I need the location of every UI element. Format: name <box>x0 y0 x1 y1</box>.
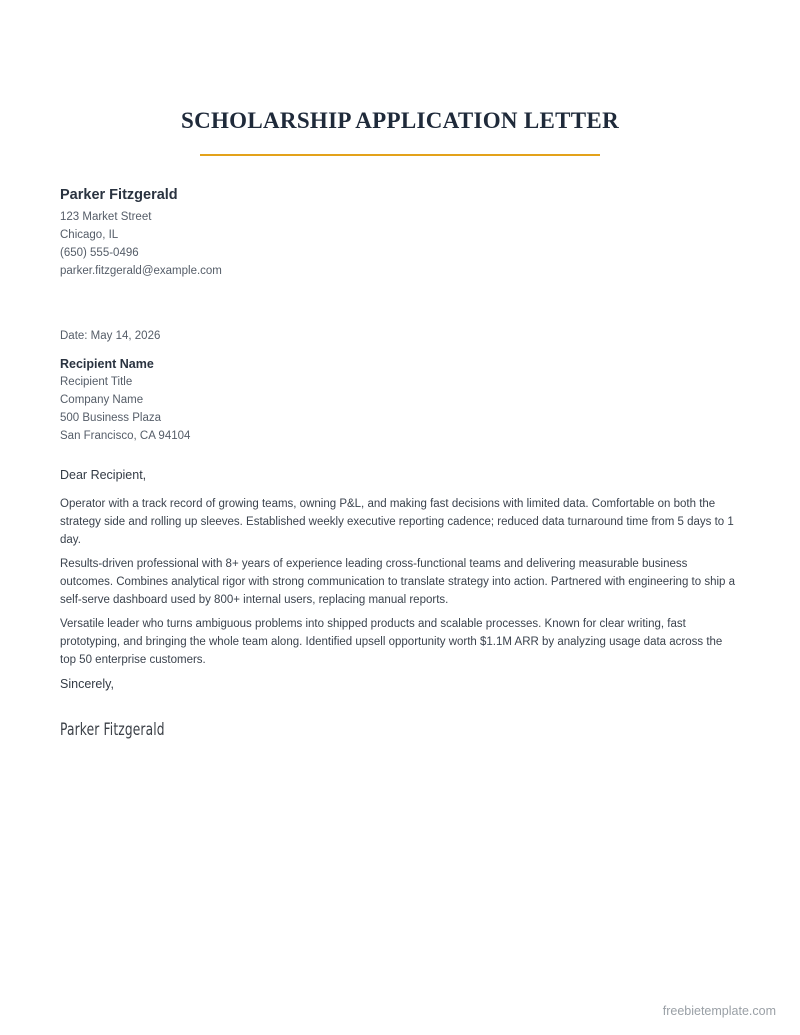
footer-watermark: freebietemplate.com <box>662 1004 776 1018</box>
sender-name: Parker Fitzgerald <box>60 187 178 203</box>
salutation: Dear Recipient, <box>60 468 147 482</box>
closing: Sincerely, <box>60 677 114 691</box>
sender-phone: (650) 555-0496 <box>60 247 139 259</box>
letter-date: Date: May 14, 2026 <box>60 330 161 342</box>
recipient-company: Company Name <box>60 394 144 406</box>
body-paragraph: Results-driven professional with 8+ years of experience leading cross-functional teams and delivering measurable business outcomes. Combines analytical rigor with strong communication to translate strategy into action. Partnered with engineering to ship a self-serve dashboard used by 800+ internal users, replacing manual reports. <box>60 558 736 606</box>
letter-body <box>60 495 740 693</box>
recipient-name: Recipient Name <box>60 357 154 371</box>
body-paragraph: Operator with a track record of growing teams, owning P&L, and making fast decisions with limited data. Comfortable on both the strategy side and rolling up sleeves. Established weekly executive reporting cadence; reduced data turnaround time from 5 days to 1 day. <box>60 498 734 546</box>
sender-block <box>60 186 222 280</box>
sender-city: Chicago, IL <box>60 229 119 241</box>
recipient-address: 500 Business Plaza <box>60 412 162 424</box>
recipient-city: San Francisco, CA 94104 <box>60 430 191 442</box>
title-divider <box>200 154 600 156</box>
body-paragraph: Versatile leader who turns ambiguous problems into shipped products and scalable processes. Known for clear writing, fast prototyping, and bringing the whole team along. Identified upsell opportunity worth $1.1M ARR by analyzing usage data across the top 50 enterprise customers. <box>60 618 723 666</box>
sender-email: parker.fitzgerald@example.com <box>60 265 222 277</box>
sender-address: 123 Market Street <box>60 211 152 223</box>
signature: Parker Fitzgerald <box>60 720 165 740</box>
recipient-block <box>60 355 190 445</box>
recipient-title: Recipient Title <box>60 376 133 388</box>
letter-title: SCHOLARSHIP APPLICATION LETTER <box>180 108 619 133</box>
